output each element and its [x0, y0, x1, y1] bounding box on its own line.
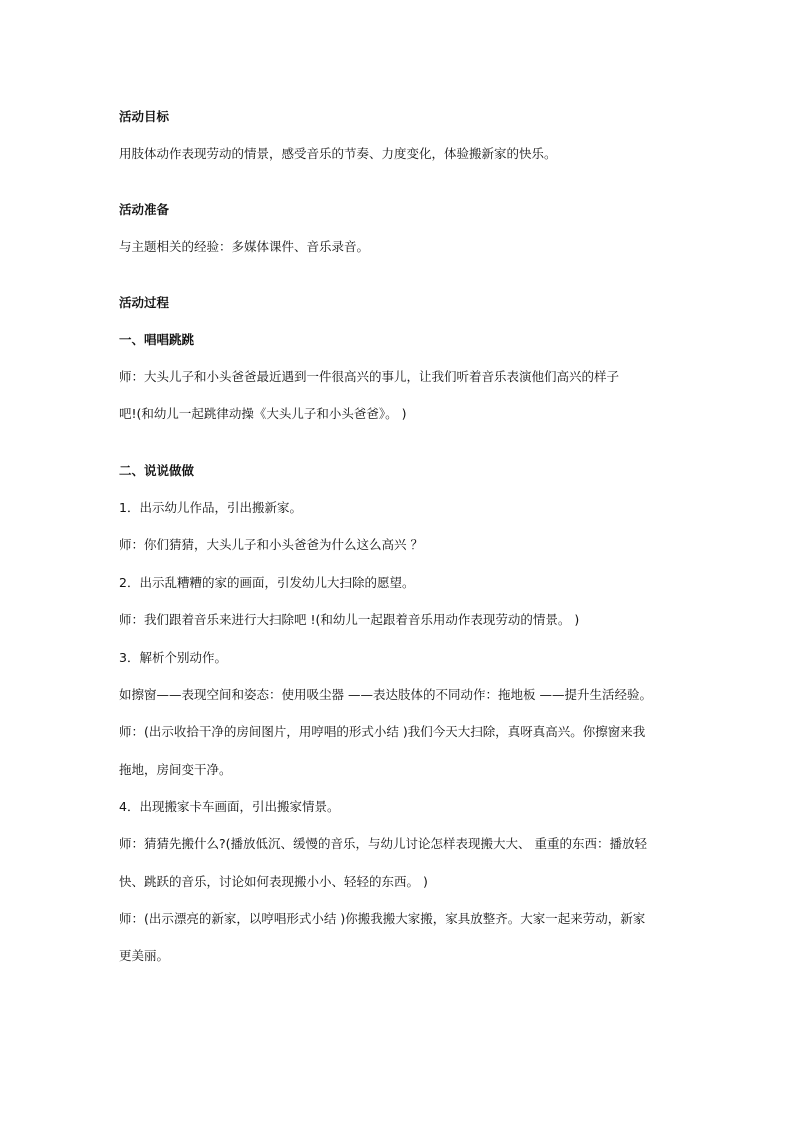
heading-section-1: 一、唱唱跳跳 — [119, 332, 195, 347]
paragraph-goal: 用肢体动作表现劳动的情景，感受音乐的节奏、力度变化，体验搬新家的快乐。 — [119, 146, 557, 161]
paragraph-line: 师：(出示漂亮的新家，以哼唱形式小结 )你搬我搬大家搬，家具放整齐。大家一起来劳动，新家 — [119, 911, 646, 926]
paragraph-line: 快、跳跃的音乐，讨论如何表现搬小小、轻轻的东西。 ) — [119, 874, 428, 889]
paragraph-line: 师：(出示收拾干净的房间图片，用哼唱的形式小结 )我们今天大扫除，真呀真高兴。你擦窗来我 — [119, 724, 646, 739]
paragraph-line: 吧!(和幼儿一起跳律动操《大头儿子和小头爸爸》。 ) — [119, 406, 407, 421]
heading-section-2: 二、说说做做 — [119, 463, 195, 478]
heading-activity-goal: 活动目标 — [119, 109, 170, 124]
paragraph-line: 师：猜猜先搬什么?(播放低沉、缓慢的音乐，与幼儿讨论怎样表现搬大大、 重重的东西：播放轻 — [119, 836, 647, 851]
paragraph-line: 师：我们跟着音乐来进行大扫除吧 !(和幼儿一起跟着音乐用动作表现劳动的情景。 ) — [119, 612, 580, 627]
heading-activity-prep: 活动准备 — [119, 202, 170, 217]
paragraph-line: 拖地，房间变干净。 — [119, 762, 232, 777]
paragraph-line: 如擦窗——表现空间和姿态：使用吸尘器 ——表达肢体的不同动作：拖地板 ——提升生活经验。 — [119, 687, 652, 702]
paragraph-line: 2．出示乱糟糟的家的画面，引发幼儿大扫除的愿望。 — [119, 575, 415, 590]
paragraph-line: 4．出现搬家卡车画面，引出搬家情景。 — [119, 799, 340, 814]
paragraph-line: 师：大头儿子和小头爸爸最近遇到一件很高兴的事儿，让我们听着音乐表演他们高兴的样子 — [119, 369, 620, 384]
paragraph-line: 3．解析个别动作。 — [119, 650, 227, 665]
paragraph-line: 1．出示幼儿作品，引出搬新家。 — [119, 500, 302, 515]
heading-activity-process: 活动过程 — [119, 295, 170, 310]
paragraph-line: 更美丽。 — [119, 948, 170, 963]
paragraph-prep: 与主题相关的经验：多媒体课件、音乐录音。 — [119, 239, 370, 254]
paragraph-line: 师：你们猜猜，大头儿子和小头爸爸为什么这么高兴 ？ — [119, 537, 423, 552]
